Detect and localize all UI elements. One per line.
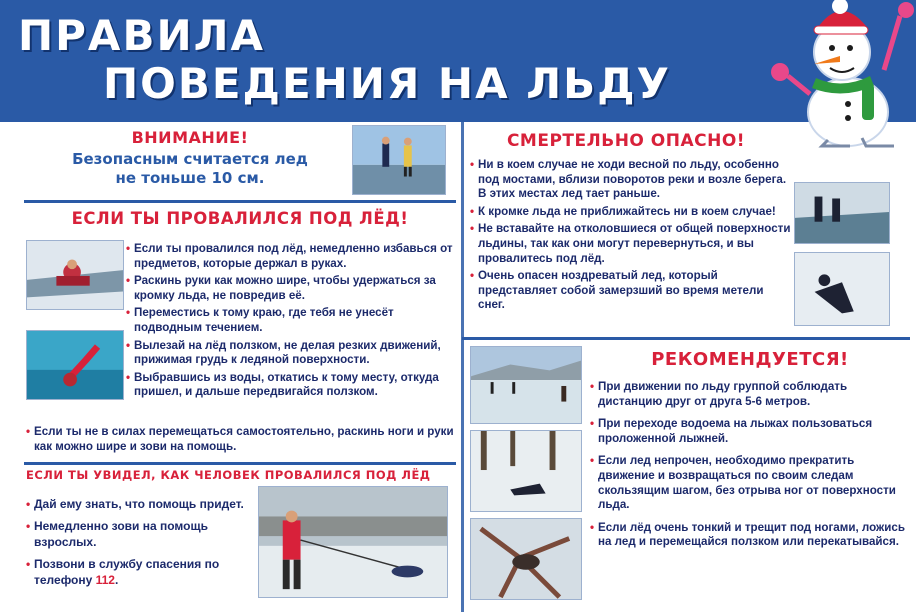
deadly-list	[470, 158, 792, 316]
photo-group-on-ice	[470, 346, 582, 424]
photo-people-near-ice-edge	[794, 182, 890, 244]
photo-hand-raised-in-water	[26, 330, 124, 400]
fell-through-heading: ЕСЛИ ТЫ ПРОВАЛИЛСЯ ПОД ЛЁД!	[71, 209, 409, 228]
deadly-heading: СМЕРТЕЛЬНО ОПАСНО!	[506, 131, 746, 151]
divider-left-1	[24, 200, 456, 203]
emergency-phone: 112	[95, 573, 115, 587]
list-item: • Ни в коем случае не ходи весной по льду, особенно под мостами, вблизи поворотов реки и возле берега. В этих местах лед тает раньше.	[470, 158, 792, 202]
list-item: • При движении по льду группой соблюдать дистанцию друг от друга 5-6 метров.	[590, 380, 910, 409]
list-item: • Если лёд очень тонкий и трещит под ногами, ложись на лед и перемещайся ползком или перекатывайся.	[590, 521, 910, 550]
list-item: • Раскинь руки как можно шире, чтобы удержаться за кромку льда, не повредив её.	[126, 274, 454, 303]
list-item: • Не вставайте на отколовшиеся от общей поверхности льдины, так как они могут перевернуться, и вы провалитесь под лёд.	[470, 222, 792, 266]
list-item: • Если ты не в силах перемещаться самостоятельно, раскинь ноги и руки как можно шире и зови на помощь.	[26, 425, 454, 454]
attention-heading: ВНИМАНИЕ!	[131, 128, 249, 147]
title-line-2: ПОВЕДЕНИЯ НА ЛЬДУ	[103, 59, 671, 108]
list-item: • Вылезай на лёд ползком, не делая резких движений, прижимая грудь к ледяной поверхности.	[126, 339, 454, 368]
fell-through-list	[126, 242, 454, 403]
recommended-list	[590, 380, 910, 553]
list-item: • Очень опасен ноздреватый лед, который представляет собой замерзший во время метели снег.	[470, 269, 792, 313]
title-line-1: ПРАВИЛА	[18, 11, 265, 60]
center-divider	[461, 122, 464, 612]
photo-cracking-ice	[470, 518, 582, 600]
list-item: • К кромке льда не приближайтесь ни в коем случае!	[470, 205, 792, 220]
attention-block	[40, 128, 340, 188]
snowman-icon	[770, 0, 916, 150]
fell-through-extra	[26, 425, 454, 457]
photo-person-crawling	[794, 252, 890, 326]
list-item-call: • Позвони в службу спасения по телефону 112.	[26, 556, 252, 588]
list-item: • Немедленно зови на помощь взрослых.	[26, 518, 252, 550]
attention-line-1: Безопасным считается лед	[72, 150, 308, 168]
saw-fall-list	[26, 496, 252, 591]
page-title	[18, 12, 671, 108]
list-item: • При переходе водоема на лыжах пользоваться проложенной лыжней.	[590, 417, 910, 446]
list-item: • Выбравшись из воды, откатись к тому месту, откуда пришел, и дальше передвигайся ползком.	[126, 371, 454, 400]
saw-fall-heading: ЕСЛИ ТЫ УВИДЕЛ, КАК ЧЕЛОВЕК ПРОВАЛИЛСЯ ПОД ЛЁД	[26, 468, 431, 482]
photo-ski-track	[470, 430, 582, 512]
photo-child-in-ice-water	[26, 240, 124, 310]
list-item: • Переместись к тому краю, где тебя не унесёт подводным течением.	[126, 306, 454, 335]
photo-people-on-ice	[352, 125, 446, 195]
list-item: • Если лед непрочен, необходимо прекратить движение и возвращаться по своим следам скользящим шагом, без отрыва ног от поверхности льда.	[590, 454, 910, 512]
divider-left-2	[24, 462, 456, 465]
photo-rescuer-with-rope	[258, 486, 448, 598]
divider-right-1	[462, 337, 910, 340]
attention-line-2: не тоньше 10 см.	[115, 169, 265, 187]
recommended-heading: РЕКОМЕНДУЕТСЯ!	[651, 349, 849, 370]
list-item: • Если ты провалился под лёд, немедленно избавься от предметов, которые держал в руках.	[126, 242, 454, 271]
list-item: • Дай ему знать, что помощь придет.	[26, 496, 252, 512]
